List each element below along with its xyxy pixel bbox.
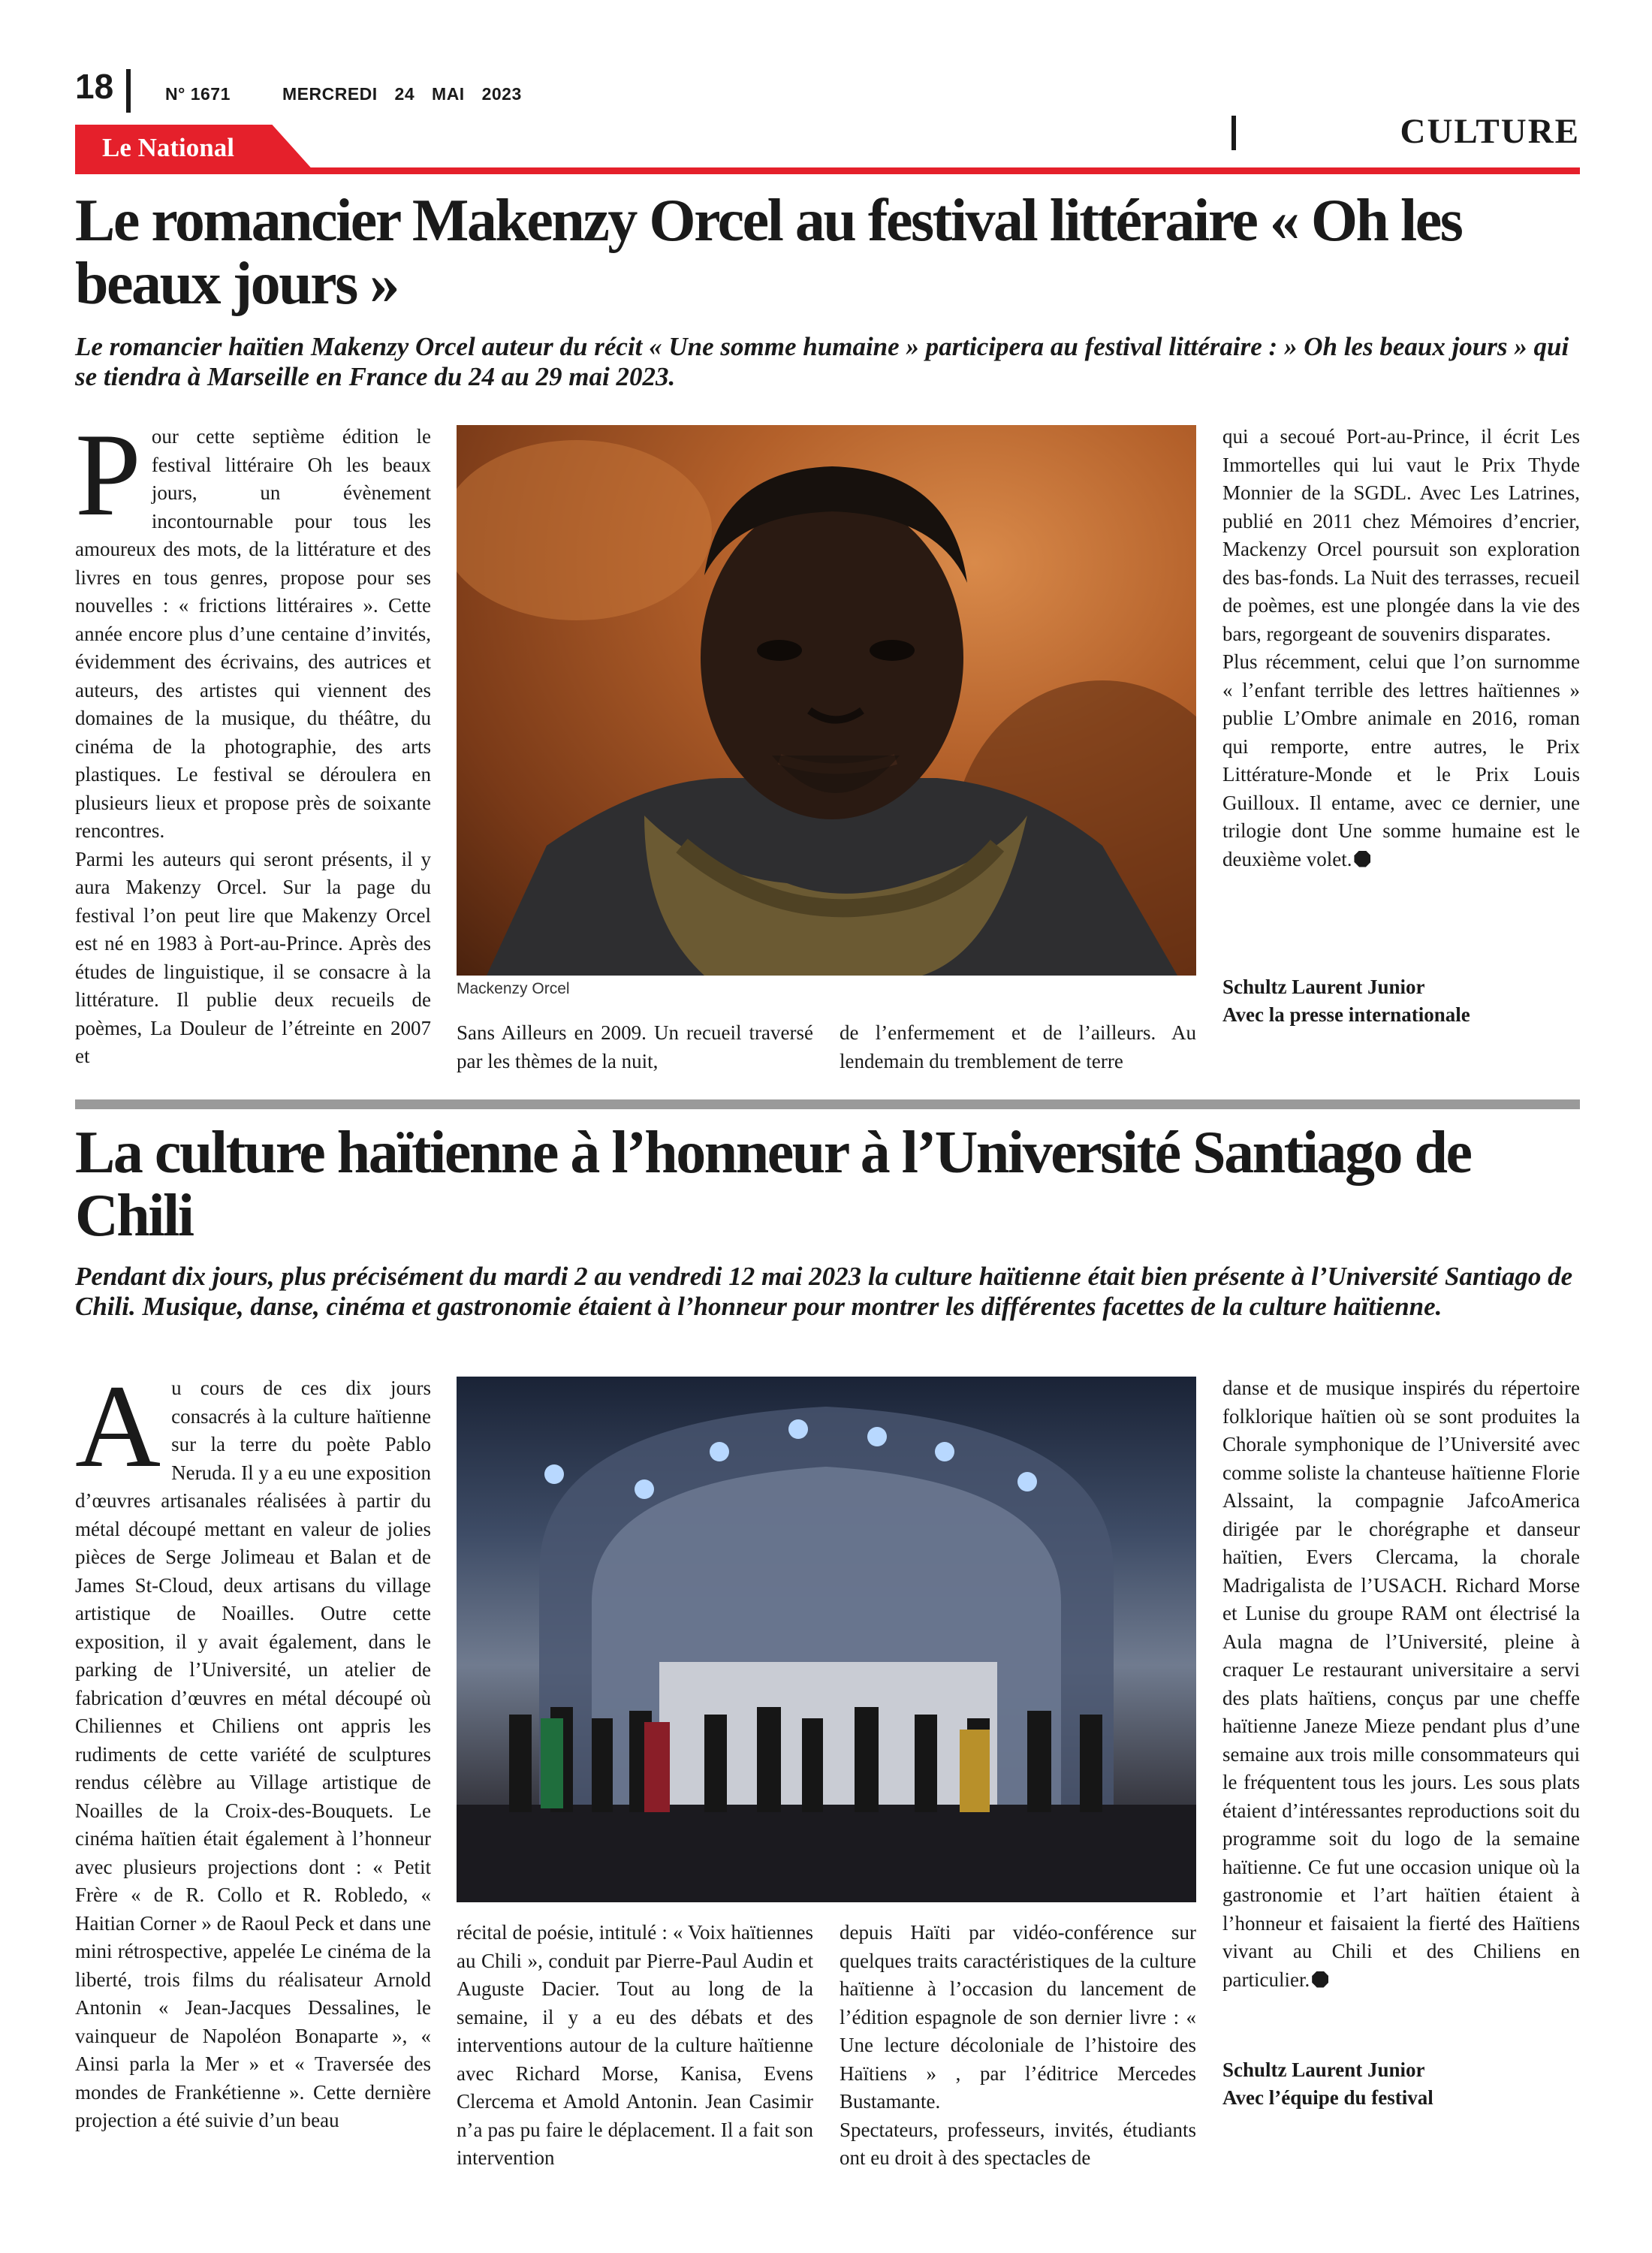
article2-paragraph bbox=[1222, 1374, 1580, 1994]
article2-paragraph: Spectateurs, professeurs, invités, étudiants ont eu droit à des spectacles de bbox=[840, 2118, 1196, 2169]
article2-column-4 bbox=[1222, 1374, 1580, 2050]
page-number-divider bbox=[126, 69, 131, 113]
article-divider bbox=[75, 1099, 1580, 1109]
issue-number: N° 1671 bbox=[165, 84, 231, 104]
article1-column-4 bbox=[1222, 423, 1580, 964]
article2-paragraph-text: danse et de musique inspirés du répertoire folklorique haïtien où se sont produites la Chorale symphonique de l’Université avec comme soliste la chanteuse haïtienne Florie Alssaint, la compagnie JafcoAmerica dirigée par le chorégraphe et danseur haïtien, Evers Clercama, la chorale Madrigalista de l’USACH. Richard Morse et Lunise du groupe RAM ont électrisé la Aula magna de l’Université, pleine à craquer Le restaurant universitaire a servi des plats haïtiens, conçus par une cheffe haïtienne Janeze Mieze pendant plus d’une semaine aux trois mille consommateurs qui le fréquentent tous les jours. Les sous plats étaient d’intéressantes reproductions soit du programme soit du logo de la semaine haïtienne. Ce fut une occasion unique où la gastronomie et l’art haïtien étaient à l’honneur et faisaient la fierté des Haïtiens vivant au Chili et des Chiliens en particulier. bbox=[1222, 1377, 1580, 1991]
article2-deck: Pendant dix jours, plus précisément du mardi 2 au vendredi 12 mai 2023 la culture haïtienne était bien présente à l’Université Santiago de Chili. Musique, danse, cinéma et gastronomie étaient à l’honneur pour montrer les différentes facettes de la culture haïtienne. bbox=[75, 1262, 1573, 1321]
article1-paragraph: qui a secoué Port-au-Prince, il écrit Les Immortelles qui lui vaut le Prix Thyde Monnier de la SGDL. Avec Les Latrines, publié en 2011 chez Mémoires d’encrier, Mackenzy Orcel poursuit son exploration des bas-fonds. La Nuit des terrasses, recueil de poèmes, est une plongée dans la vie des bars, regorgeant de souvenirs disparates. bbox=[1222, 425, 1580, 645]
article2-column-1 bbox=[75, 1374, 431, 2182]
article1-deck: Le romancier haïtien Makenzy Orcel auteur du récit « Une somme humaine » participera au festival littéraire : » Oh les beaux jours » qui se tiendra à Marseille en France du 24 au 29 mai 2023. bbox=[75, 332, 1569, 391]
end-mark-icon bbox=[1312, 1971, 1328, 1988]
article1-paragraph bbox=[1222, 648, 1580, 873]
section-divider bbox=[1231, 116, 1236, 150]
article2-column-3 bbox=[840, 1919, 1196, 2182]
article1-headline: Le romancier Makenzy Orcel au festival littéraire « Oh les beaux jours » bbox=[75, 188, 1462, 317]
article1-paragraph: Parmi les auteurs qui seront présents, il y aura Makenzy Orcel. Sur la page du festival l’on peut lire que Makenzy Orcel est né en 1983 à Port-au-Prince. Après des études de linguistique, il se consacre à la littérature. Il publie deux recueils de poèmes, La Douleur de l’étreinte en 2007 et bbox=[75, 847, 431, 1067]
article1-paragraph: de l’enfermement et de l’ailleurs. Au lendemain du tremblement de terre bbox=[840, 1021, 1196, 1072]
photo-caption: Mackenzy Orcel bbox=[457, 980, 570, 997]
concert-photo bbox=[457, 1377, 1196, 1902]
article2-dropcap: A bbox=[75, 1374, 161, 1492]
article1-column-1 bbox=[75, 423, 431, 1087]
section-title: CULTURE bbox=[1400, 112, 1580, 151]
article2-paragraph: u cours de ces dix jours consacrés à la culture haïtienne sur la terre du poète Pablo Neruda. Il y a eu une exposition d’œuvres artisanales réalisées à partir du métal découpé mettant en valeur de jolies pièces de Serge Jolimeau et Balan et de James St-Cloud, deux artisans du village artistique de Noailles. Outre cette exposition, il y avait également, dans le parking de l’Université, un atelier de fabrication d’œuvres en métal découpé où Chiliennes et Chiliens ont appris les rudiments de cette variété de sculptures rendus célèbre au Village artistique de Noailles de la Croix-des-Bouquets. Le cinéma haïtien était également à l’honneur avec plusieurs projections dont : « Petit Frère « de R. Collo et R. Robledo, « Haitian Corner » de Raoul Peck et dans une mini rétrospective, appelée Le cinéma de la liberté, trois films du réalisateur Arnold Antonin « Jean-Jacques Dessalines, le vainqueur de Napoléon Bonaparte », « Ainsi parla la Mer » et « Traversée des mondes de Frankétienne ». Cette dernière projection a été suivie d’un beau bbox=[75, 1377, 431, 2131]
concert-illustration bbox=[457, 1377, 1196, 1902]
article2-column-2 bbox=[457, 1919, 813, 2182]
brand-name: Le National bbox=[102, 133, 234, 162]
article2-paragraph: depuis Haïti par vidéo-conférence sur quelques traits caractéristiques de la culture haïtienne à l’occasion du lancement de l’édition espagnole de son dernier livre : « Une lecture décoloniale de l’histoire des Haïtiens » , par l’éditrice Mercedes Bustamante. bbox=[840, 1921, 1196, 2113]
issue-date: MERCREDI 24 MAI 2023 bbox=[282, 84, 522, 104]
article2-signature-role: Avec l’équipe du festival bbox=[1222, 2086, 1433, 2109]
article1-column-2 bbox=[457, 1019, 813, 1088]
article1-paragraph-text: Plus récemment, celui que l’on surnomme « l’enfant terrible des lettres haïtiennes » publie L’Ombre animale en 2016, roman qui remporte, entre autres, le Prix Littérature-Monde et le Prix Louis Guilloux. Il entame, avec ce dernier, une trilogie dont Une somme humaine est le deuxième volet. bbox=[1222, 650, 1580, 870]
header-rule bbox=[75, 167, 1580, 174]
article2-paragraph: récital de poésie, intitulé : « Voix haïtiennes au Chili », conduit par Pierre-Paul Audin et Auguste Dacier. Tout au long de la semaine, il y a eu des débats et des interventions autour de la culture haïtienne avec Richard Morse, Kanisa, Evens Clercema et Amold Antonin. Jean Casimir n’a pas pu faire le déplacement. Il a fait son intervention bbox=[457, 1921, 813, 2169]
article1-column-3 bbox=[840, 1019, 1196, 1088]
end-mark-icon bbox=[1354, 851, 1370, 867]
portrait-photo bbox=[457, 425, 1196, 976]
article1-paragraph: Sans Ailleurs en 2009. Un recueil traversé par les thèmes de la nuit, bbox=[457, 1021, 813, 1072]
article1-signature-name: Schultz Laurent Junior bbox=[1222, 976, 1425, 998]
portrait-illustration bbox=[457, 425, 1196, 976]
article2-headline: La culture haïtienne à l’honneur à l’Université Santiago de Chili bbox=[75, 1120, 1471, 1249]
page-number: 18 bbox=[75, 67, 114, 106]
article1-dropcap: P bbox=[75, 423, 141, 541]
article2-signature-name: Schultz Laurent Junior bbox=[1222, 2058, 1425, 2081]
article1-paragraph: our cette septième édition le festival littéraire Oh les beaux jours, un évènement incontournable pour tous les amoureux des mots, de la littérature et des livres en tous genres, propose pour ses nouvelles : « frictions littéraires ». Cette année encore plus d’une centaine d’invités, évidemment des écrivains, des autrices et auteurs, des artistes qui viennent des domaines de la musique, du théâtre, du cinéma de la photographie, des arts plastiques. Le festival se déroulera en plusieurs lieux et propose près de soixante rencontres. bbox=[75, 425, 431, 842]
article1-signature-role: Avec la presse internationale bbox=[1222, 1003, 1470, 1026]
